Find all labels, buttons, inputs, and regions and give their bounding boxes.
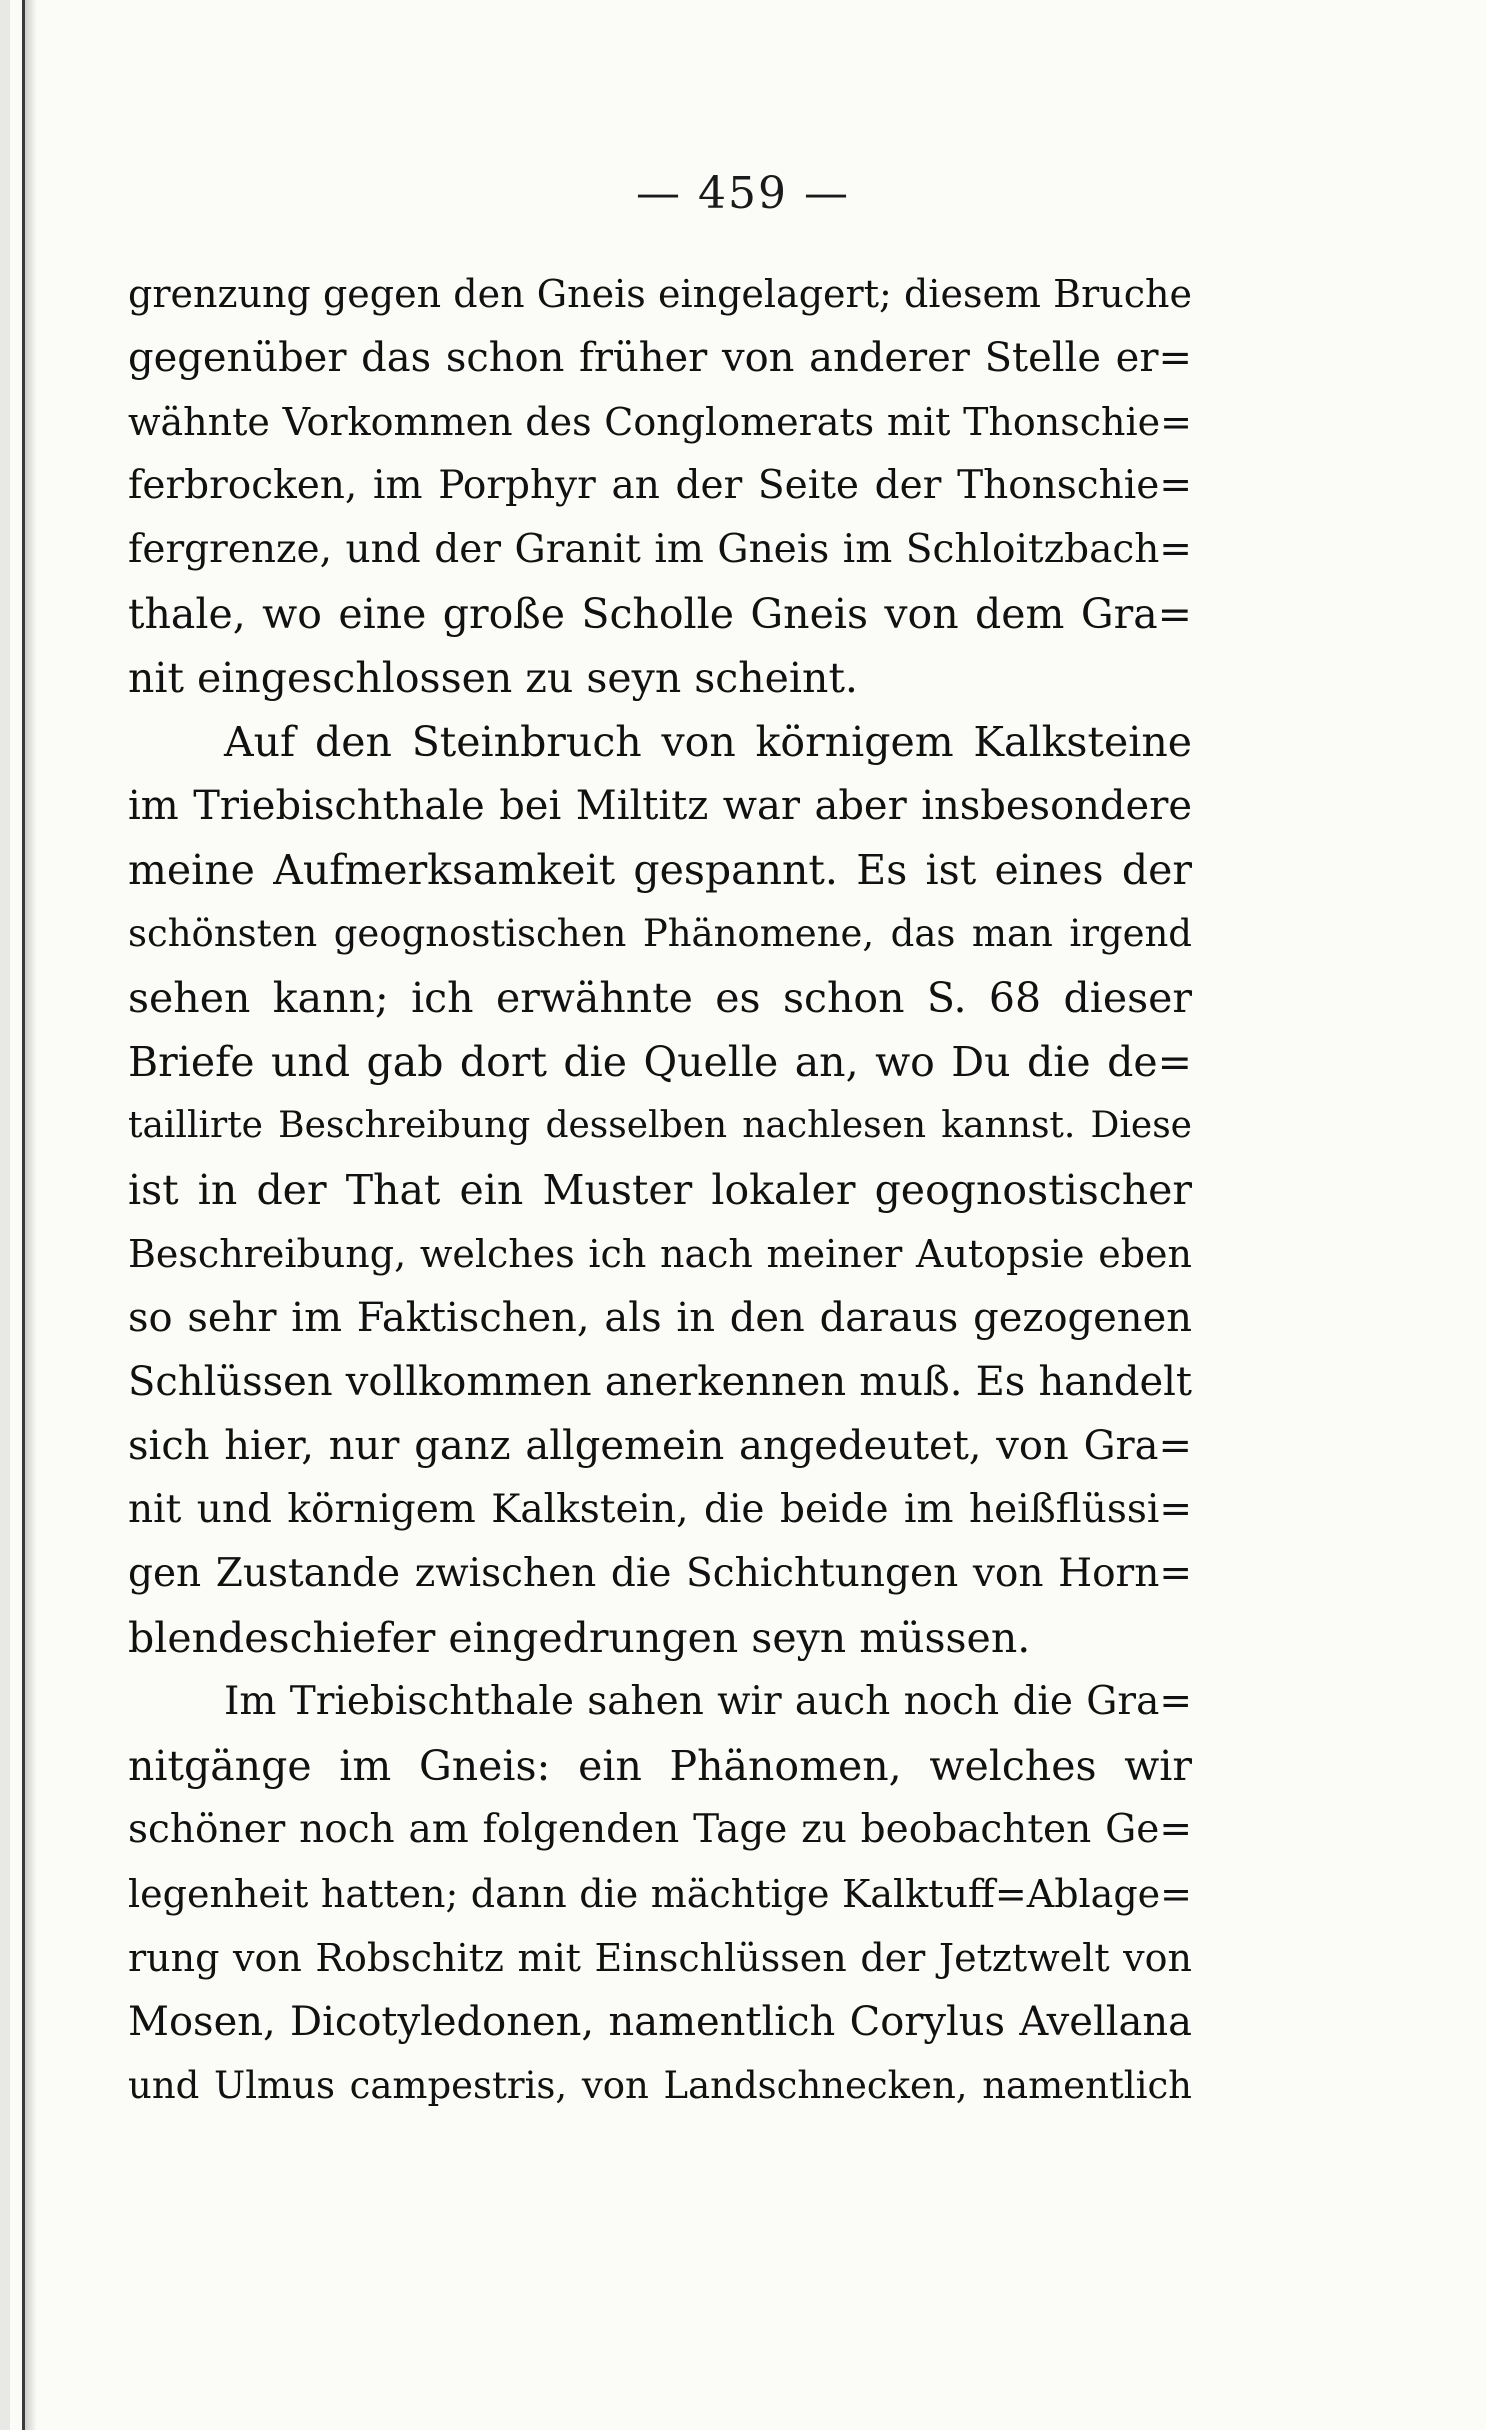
text-line: fergrenze, und der Granit im Gneis im Schloitzbach=	[128, 527, 1192, 572]
text-line: schöner noch am folgenden Tage zu beobachten Ge=	[128, 1807, 1192, 1852]
text-line: nitgänge im Gneis: ein Phänomen, welches wir	[128, 1742, 1192, 1790]
text-line: Briefe und gab dort die Quelle an, wo Du die de=	[128, 1038, 1192, 1086]
text-line: legenheit hatten; dann die mächtige Kalktuff=Ablage=	[128, 1872, 1192, 1916]
page-edge-background	[0, 0, 10, 2430]
text-line: gen Zustande zwischen die Schichtungen von Horn=	[128, 1551, 1192, 1596]
text-line: meine Aufmerksamkeit gespannt. Es ist eines der	[128, 846, 1192, 894]
text-line: so sehr im Faktischen, als in den daraus gezogenen	[128, 1295, 1192, 1341]
body-text	[128, 262, 1192, 2118]
text-line: im Triebischthale bei Miltitz war aber insbesondere	[128, 783, 1192, 829]
text-line: Schlüssen vollkommen anerkennen muß. Es handelt	[128, 1359, 1192, 1405]
text-line: sich hier, nur ganz allgemein angedeutet, von Gra=	[128, 1423, 1192, 1469]
text-line: sehen kann; ich erwähnte es schon S. 68 dieser	[128, 974, 1192, 1022]
binding-edge-shadow	[25, 0, 37, 2430]
text-line: Auf den Steinbruch von körnigem Kalksteine	[224, 718, 1192, 766]
text-line: ferbrocken, im Porphyr an der Seite der Thonschie=	[128, 463, 1192, 508]
text-line: und Ulmus campestris, von Landschnecken, namentlich	[128, 2064, 1192, 2107]
text-line: wähnte Vorkommen des Conglomerats mit Thonschie=	[128, 400, 1192, 444]
text-line: blendeschiefer eingedrungen seyn müssen.	[128, 1614, 1031, 1662]
text-line: nit eingeschlossen zu seyn scheint.	[128, 654, 858, 702]
page-number: — 459 —	[636, 168, 850, 219]
text-line: Mosen, Dicotyledonen, namentlich Corylus Avellana	[128, 1999, 1192, 2045]
text-line: ist in der That ein Muster lokaler geognostischer	[128, 1166, 1192, 1214]
text-line: taillirte Beschreibung desselben nachlesen kannst. Diese	[128, 1105, 1192, 1146]
text-line: grenzung gegen den Gneis eingelagert; diesem Bruche	[128, 272, 1192, 316]
text-line: schönsten geognostischen Phänomene, das man irgend	[128, 912, 1192, 955]
text-line: Im Triebischthale sahen wir auch noch die Gra=	[224, 1679, 1192, 1724]
text-line: Beschreibung, welches ich nach meiner Autopsie eben	[128, 1232, 1192, 1276]
text-line: thale, wo eine große Scholle Gneis von dem Gra=	[128, 590, 1192, 638]
text-line: gegenüber das schon früher von anderer Stelle er=	[128, 335, 1192, 381]
text-line: rung von Robschitz mit Einschlüssen der Jetztwelt von	[128, 1936, 1192, 1980]
text-line: nit und körnigem Kalkstein, die beide im heißflüssi=	[128, 1487, 1192, 1532]
